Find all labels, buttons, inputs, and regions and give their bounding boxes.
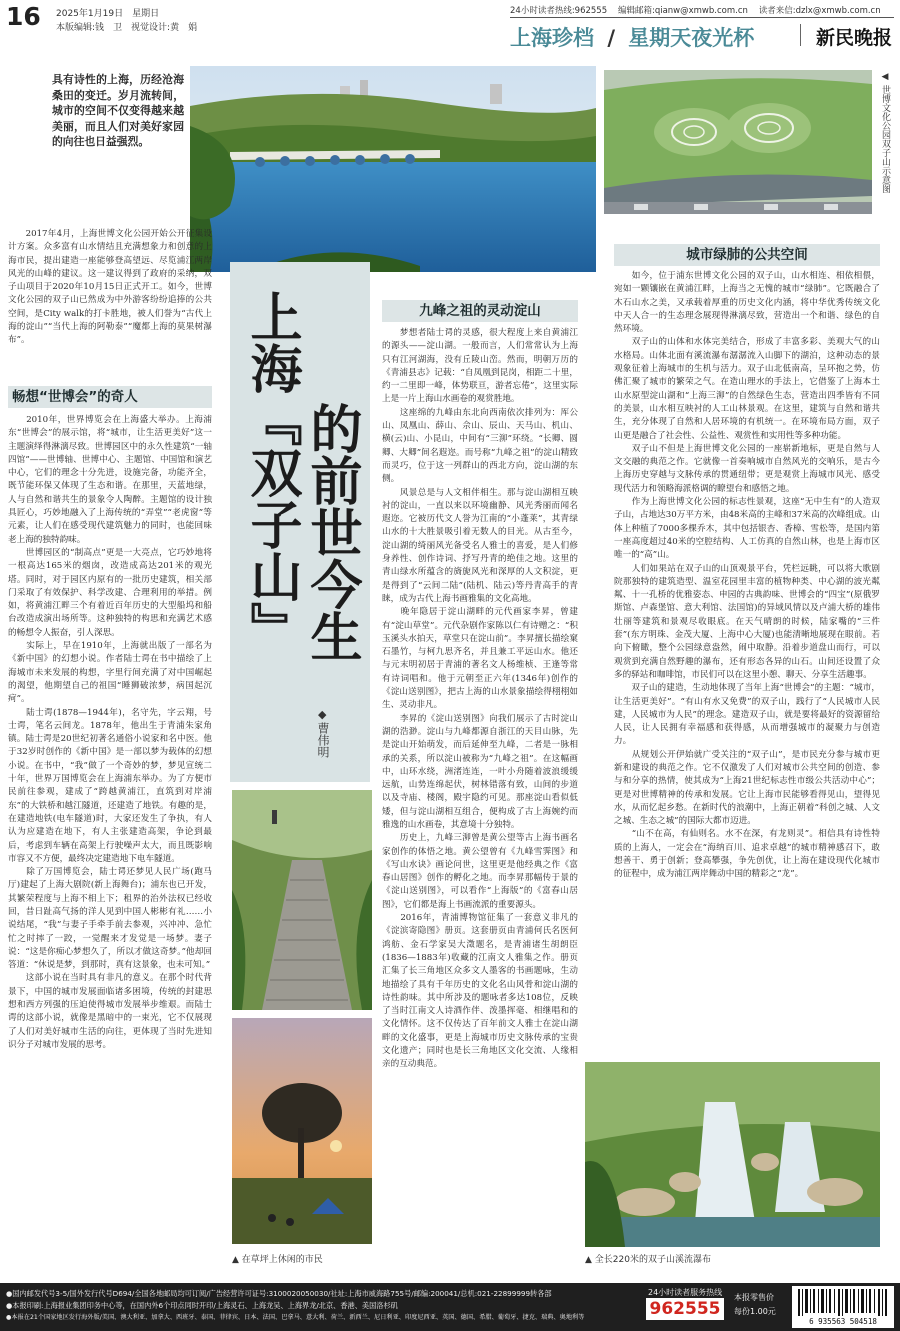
barcode-bars: [792, 1286, 894, 1318]
footer-line-1: ●国内邮发代号3-5/国外发行代号D694/全国各地邮局均可订阅/广告经营许可证号:3100020050030/社址:上海市威海路755号/邮编:200041/总机:021-22899999转各部: [6, 1289, 552, 1298]
footer-line-2: ●本报印刷:上海报业集团印务中心等，在国内外6个印点同时开印/上海灵石、上海龙吴、上海界龙/北京、香港、美国洛杉矶: [6, 1301, 398, 1310]
intro-quote: 具有诗性的上海，历经沧海桑田的变迁。岁月流转间，城市的空间不仅变得越来越美丽，而且人们对美好家园的向往也日益强烈。: [52, 73, 184, 148]
col1-heading: 畅想“世博会”的奇人: [8, 386, 212, 408]
byline-dot: ◆: [318, 708, 327, 721]
masthead-contacts: [510, 4, 881, 16]
stone-steps-photo: [232, 790, 372, 1010]
col3-heading: 九峰之祖的灵动淀山: [382, 300, 578, 322]
col2-caption: ▲ 在草坪上休闲的市民: [232, 1255, 323, 1265]
render-side-caption: ◀ 世博文化公园双子山示意图: [880, 72, 890, 193]
sunset-lawn-photo: [232, 1018, 372, 1244]
twin-hills-render: [604, 70, 872, 214]
col4-body: 如今，位于浦东世博文化公园的双子山，山水相连、相依相偎，宛如一颗镶嵌在黄浦江畔，上海当之无愧的城市“绿肺”。它既融合了木石山水之美，又承载着厚重的历史文化内涵，将中华优秀传统文化中天人合一的生态理念展现得淋漓尽致，营造出一个和谐、绿色的自然环境。 双子山的山体和水体完美结合，形成了丰富多彩、美观大气的山水格局。山体北面有溪流瀑布潺潺流入山脚下的湖泊，这种动态的景观象征着上海城市的生机与活力。双子山北低南高，呈环抱之势，仿佛汇聚了城市的繁荣之气。在造山理水的手法上，它借鉴了上海本土山水原型淀山湖和“上海三泖”的自然绿色生态，营造出四季皆有不同的美景，山水相互映衬的人工山林景观。在这里，建筑与自然和谐共生，充分体现了自然和人居环境的有机统一。在环境布局方面，双子山更是融合了社会性、公益性、观赏性和实用性等多种功能。 双子山不但是上海世博文化公园的一座崭新地标，更是自然与人文交融的典范之作。它就像一首奏响城市自然风光的交响乐，是古今上海历史穿越与文脉传承的贯通纽带；更是观赏上海城市风光、感受现代活力和领略海派格调的瞭望台和感悟之地。 作为上海世博文化公园的标志性景观，这座“无中生有”的人造双子山，占地达30万平方米，由48米高的主峰和37米高的次峰组成。山体上种植了7000多棵乔木，其中包括银杏、香樟、雪松等，是国内第一座高度超过40米的空腔结构、人工仿真的自然山林，也是上海市区唯一的“高”山。 人们如果站在双子山的山顶观景平台，凭栏远眺，可以将大歌剧院那独特的建筑造型、温室花园里丰富的植物种类、中心湖的波光粼粼、十一孔桥的优雅姿态、申园的古典韵味、世博会的“四宝”(原俄罗斯馆、卢森堡馆、意大利馆、法国馆)的异域风情以及卢浦大桥的雄伟壮丽等建筑和景观尽收眼底。在天气晴朗的时候，陆家嘴的“三件套”(东方明珠、金茂大厦、上海中心大厦)也能清晰地展现在眼前。若向下俯瞰，整个公园绿意盎然，闹中取静。沿着步道盘山而行，可以观赏到充满自然野趣的瀑布，还有形态各异的山石。山间还设置了众多的驿站和咖啡馆，市民们可以在这里小憩、聊天、分享生活趣事。 双子山的建造，生动地体现了当年上海“世博会”的主题：“城市，让生活更美好”。“有山有水又免费”的双子山，践行了“人民城市人民建，人民城市为人民”的理念。建造双子山，就是要将最好的资源留给人民，让人民拥有幸福感和获得感，从而增强城市的凝聚力与创造力。 从规划公开伊始就广受关注的“双子山”，是市民充分参与城市更新和建设的典范之作。它不仅激发了人们对城市公共空间的创造、参与和分享的热情，使其成为“上海21世纪标志性市级公共活动中心”；更是对世博精神的传承和发展。它让上海市民能够看得见山，望得见水，从而忆起乡愁。在新时代的浪潮中，上海正朝着“科创之城、人文之城、生态之城”的国际大都市迈进。 “山不在高，有仙则名。水不在深，有龙则灵”。相信具有诗性特质的上海人，一定会在“海纳百川、追求卓越”的城市精神感召下，敢想善干、勇于创新；登高攀强，争先创优，让上海在建设现代化城市的征程中，成为浦江两岸舞动中国的精彩之“龙”。: [614, 271, 880, 880]
editor-email: 编辑邮箱:qianw@xmwb.com.cn: [617, 6, 748, 16]
lake-photo: [190, 66, 596, 272]
reader-email: 读者来信:dzlx@xmwb.com.cn: [758, 6, 881, 16]
section-name: 上海珍档: [510, 26, 594, 50]
paper-logo: 新民晚报: [816, 27, 893, 49]
hotline-text: 24小时读者热线:962555: [510, 6, 608, 16]
footer-hotline-label: 24小时读者服务热线: [648, 1288, 723, 1297]
footer-line-3: ●本报在21个国家地区发行海外版/美国、澳大利亚、加拿大、西班牙、泰国、菲律宾、日本、法国、巴拿马、意大利、荷兰、新西兰、尼日利亚、印度尼西亚、英国、德国、希腊、葡萄牙、捷克、瑞典、奥地利等: [6, 1314, 585, 1321]
page-number: 16: [6, 2, 41, 31]
author-name: 曹伟明: [316, 722, 330, 758]
barcode-number: 6 935563 504518: [809, 1317, 877, 1326]
col1-para-1: 2017年4月，上海世博文化公园开始公开征集设计方案。众多富有山水情结且充满想象力和创意的上海市民，提出建造一座能够登高望远、尽览浦江两岸风光的山峰的建议。这一建议得到了政府的采纳，双子山项目于2020年10月15日正式开工。如今，世博文化公园的双子山已然成为中外游客纷纷追捧的公共空间，是City walk的打卡胜地，被人们誉为“古代上海的淀山”“当代上海的阿勒泰”“魔都上海的莫果树瀑布”。: [8, 229, 212, 346]
barcode: [792, 1286, 894, 1328]
footer-hotline-number: 962555: [646, 1298, 724, 1320]
section-separator: /: [607, 26, 615, 50]
footer-price-label: 本报零售价: [734, 1293, 774, 1302]
col3-body: 梦想者陆士谔的灵感，很大程度上来自黄浦江的源头——淀山湖。一般而言，人们常常认为上海只有江河湖海，没有丘陵山峦。然而，明朝万历的《青浦县志》记载：“自凤凰到昆岗，相距二十里，约一二里即一峰，体势联亘，游者忘倦”，这里实际上是一片上海山水画卷的观赏胜地。 这座绵的九峰由东北向西南依次排列为：厍公山、凤凰山、薛山、佘山、辰山、天马山、机山、横(云)山、小昆山，中间有“三泖”环绕。“长卿、圆卿、大卿”间名遐迩。而号称“九峰之祖”的淀山精致而灵巧，位于这一列群山的西北方向，淀山湖的东侧。 风景总是与人文相伴相生。那与淀山湖相互映衬的淀山，一直以来以环境幽静、风光秀丽而闻名遐迩。它被历代文人誉为江南的“小蓬莱”，其青绿山水的十大胜景吸引着无数人的目光。从古至今，淀山湖的绮丽风光备受名人雅士的喜爱，是人们修身养性、创作诗词、抒写丹青的绝佳之地。这里的青山绿水所蕴含的旖旎风光和深厚的人文积淀，更是得到了“云间二陆”(陆机、陆云)等丹青高手的青睐，成为古代上海书画雅集的文化高地。 晚年隐居于淀山湖畔的元代画家李昇，曾建有“淀山草堂”。元代杂剧作家陈以仁有诗赠之：“积玉溪头水拍天，草堂只在淀山前”。李昇擅长描绘窠石墨竹，与柯九思齐名，并且兼工平远山水。他还与元末明初居于青浦的著名文人杨维桢、王逢等常有诗词唱和。他于元朝至正六年(1346年)创作的《淀山送别图》，把古上海的山水景象描绘得栩栩如生、灵动非凡。 李昇的《淀山送别图》向我们展示了古时淀山湖的浩渺。淀山与九峰都源自浙江的天目山脉，先是淀山开始萌发，而后延伸至九峰，二者是一脉相承的关系，所以淀山被称为“九峰之祖”。在这幅画中，山环水绕，洲渚连连，一叶小舟随着波浪缓缓远航，山势连绵起伏，树林错落有致，山间的步道以及寺庙、楼阁，殿宇隐约可见。那座淀山看似低矮，但与淀山湖相互组合，便构成了古上海婉约而雅逸的山水画卷，其意境十分独特。 历史上，九峰三泖曾是黄公望等古上海书画名家创作的体悟之地。黄公望曾有《九峰雪霁图》和《写山水诀》画论问世，这里更是他经典之作《富春山居图》创作的孵化之地。而李昇那幅传于景的《淀山送别图》，可以看作“上海版”的《富春山居图》，它们都是海上书画流派的重要源头。 2016年，青浦博物馆征集了一套意义非凡的《淀滨寄隐图》册页。这套册页由青浦何氏名医何鸿舫、金石学家吴大澂题名，是青浦诸生胡朗臣(1836—1883年)收藏的江南文人雅集之作。册页汇集了长三角地区众多文人墨客的书画题咏，生动地描绘了具有千年历史的文化名山风骨和淀山湖的诗性韵味。其中所涉及的题咏者多达108位，反映了当时江南文人诗酒作伴、泼墨挥毫、相继唱和的文化情怀。这不仅传达了百年前文人雅士在淀山湖畔的文化盛事，更是上海城市历史文脉传承的宝贵文化遗产；同时也是长三角地区文化交流、人缘相亲的互动典范。: [382, 328, 578, 1070]
col1-body: 2010年，世界博览会在上海盛大举办。上海浦东“世博会”的展示馆，将“城市，让生活更美好”这一主题演绎得淋漓尽致。世博园区中的永久性建筑“一轴四馆”——世博轴、世博中心、主题馆、中国馆和演艺中心，它们的理念十分先进，设施完备，功能齐全，既节能环保又体现了生态和谐。在那里，天蓝地绿，人与自然和谐共生的景象令人陶醉。主题馆的设计独具匠心，巧妙地融入了上海传统的“弄堂”“老虎窗”等元素，让人们在感受现代建筑魅力的同时，也能回味老上海的独特韵味。 世博园区的“制高点”更是一大亮点，它巧妙地将一根高达165米的烟囱，改造成高达201米的观光塔。同时，对于园区内原有的一批历史建筑，相关部门采取了有效保护、科学改建、合理利用的举措。例如，将黄浦江畔三个有着近百年历史的大型船坞和船台改造成演出场所等。这种独特的构思和充满艺术感的畅想令人振奋，引人深思。 实际上，早在1910年，上海就出版了一部名为《新中国》的幻想小说。作者陆士谔在书中描绘了上海城市未来发展的构想，字里行间充满了对中国崛起的渴望，他期望自己的祖国“睡狮破浓梦，病国起沉疴”。 陆士谔(1878—1944年)，名守先，字云翔，号士谔，笔名云间龙。1878年，他出生于青浦朱家角镇。陆士谔是20世纪初著名通俗小说家和名中医。他于32岁时创作的《新中国》是一部以梦为载体的幻想小说。在书中，“我”做了一个奇妙的梦，梦见宣统二十年，世界万国博览会在上海浦东举办。为了方便市民前往参观，建成了“跨越黄浦江，直筑到对岸浦东”的大铁桥和越江隧道，还建造了地铁。有趣的是，在建造地铁(电车隧道)时，大家还发生了争执，有人认为应建造在地下，有人主张建造高架，争论到最后，考虑到车辆在高架上行驶噪声太大，而且既影响市容又不方便，最终决定建造地下电车隧道。 除了万国博览会，陆士谔还梦见人民广场(跑马厅)建起了上海大剧院(新上海舞台)；浦东也已开发，其繁荣程度与上海不相上下；租界的治外法权已经收回，昔日趾高气扬的洋人见到中国人彬彬有礼……小说结尾，“我”与妻子手牵手前去参观，兴冲冲、急忙忙之时摔了一跤，一觉醒来才发觉是一场梦。妻子说：“这是你痴心梦想久了，所以才做这奇梦。”他却回答道：“休说是梦，到那时，真有这景象，也未可知。” 这部小说在当时具有非凡的意义。在那个时代背景下，中国的城市发展面临诸多困境，传统的封建思想和西方列强的压迫使得城市发展举步维艰。而陆士谔的这部小说，就像是黑暗中的一束光，它不仅展现了人们对美好城市生活的向往，更体现了当时先进知识分子对城市发展的思考。: [8, 415, 212, 1050]
col4-caption: ▲ 全长220米的双子山溪流瀑布: [585, 1255, 711, 1265]
col4-heading: 城市绿肺的公共空间: [614, 244, 880, 266]
masthead-rule: [510, 17, 894, 18]
masthead-vbar: [800, 24, 801, 46]
footer-price: 每份1.00元: [734, 1307, 776, 1316]
date-line: 2025年1月19日 星期日: [56, 9, 160, 19]
section-title: [510, 22, 754, 52]
headline-line-2: 的前世今生: [301, 402, 362, 662]
waterfall-photo: [585, 1062, 880, 1247]
sub-section-name: 星期天夜光杯: [628, 26, 755, 50]
editors-line: 本版编辑:钱 卫 视觉设计:黄 娟: [56, 23, 198, 33]
headline-line-1: 上海『双子山』: [241, 290, 302, 654]
